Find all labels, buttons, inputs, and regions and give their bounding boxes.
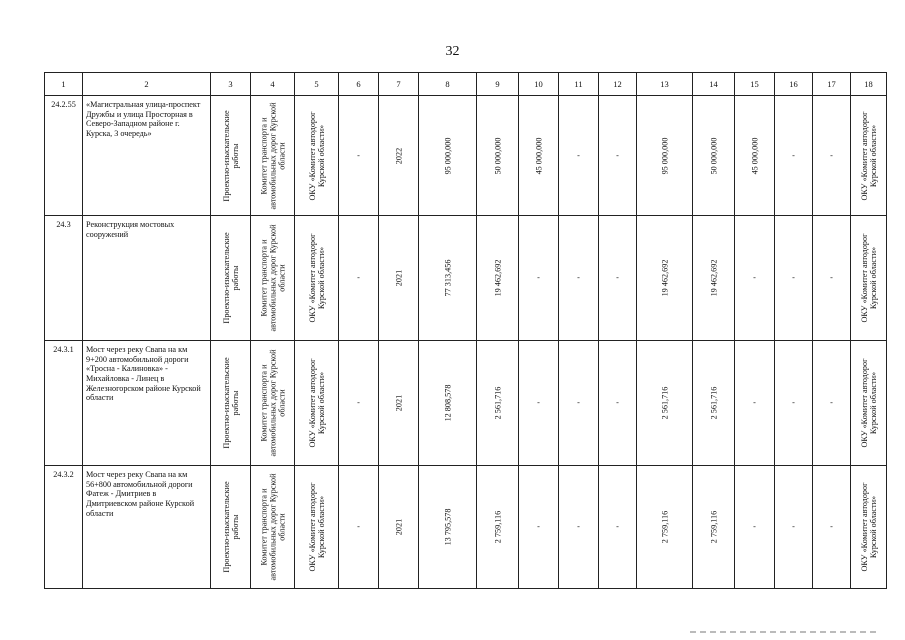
cell-customer <box>251 96 295 216</box>
cell-text: 2021 <box>393 518 403 536</box>
cell-c13 <box>637 96 693 216</box>
row-code: 24.2.55 <box>45 96 83 216</box>
cell-text: - <box>830 150 833 160</box>
cell-text: Проектно-изыскательские работы <box>221 481 240 573</box>
cell-c6 <box>339 96 379 216</box>
cell-c17 <box>813 216 851 341</box>
cell-text: - <box>792 522 795 532</box>
column-header: 17 <box>813 73 851 96</box>
cell-text: 50 000,000 <box>492 137 502 174</box>
cell-c16 <box>775 341 813 466</box>
cell-c16 <box>775 216 813 341</box>
cell-text: 2022 <box>393 147 403 164</box>
cell-text: Комитет транспорта и автомобильных дорог Курской области <box>258 102 287 209</box>
cell-text: - <box>753 398 756 408</box>
cell-c11 <box>559 216 599 341</box>
cell-c13 <box>637 466 693 589</box>
cell-responsible <box>851 216 887 341</box>
column-header: 18 <box>851 73 887 96</box>
row-name: «Магистральная улица-проспект Дружбы и улица Просторная в Северо-Западном районе г. Курска, 3 очередь» <box>83 96 211 216</box>
cell-text: ОКУ «Комитет автодорог Курской области» <box>859 358 878 448</box>
cell-responsible <box>851 96 887 216</box>
cell-text: 13 795,578 <box>442 508 452 546</box>
cell-executor <box>295 216 339 341</box>
column-header: 2 <box>83 73 211 96</box>
cell-c12 <box>599 216 637 341</box>
cell-text: 2 561,716 <box>708 386 718 420</box>
cell-text: 2021 <box>393 394 403 412</box>
cell-text: - <box>616 150 619 160</box>
cell-text: 2021 <box>393 269 403 287</box>
cell-text: ОКУ «Комитет автодорог Курской области» <box>859 233 878 323</box>
cell-text: 2 759,116 <box>659 510 669 544</box>
cell-text: ОКУ «Комитет автодорог Курской области» <box>307 111 326 200</box>
cell-c15 <box>735 96 775 216</box>
cell-c7 <box>379 341 419 466</box>
cell-text: - <box>577 150 580 160</box>
cell-text: 19 462,692 <box>708 259 718 297</box>
cell-text: - <box>830 398 833 408</box>
cell-c6 <box>339 466 379 589</box>
column-header: 3 <box>211 73 251 96</box>
cell-text: - <box>830 273 833 283</box>
cell-c15 <box>735 466 775 589</box>
column-header: 9 <box>477 73 519 96</box>
cell-text: - <box>753 273 756 283</box>
cell-c15 <box>735 341 775 466</box>
table-row <box>45 96 887 216</box>
cell-c12 <box>599 341 637 466</box>
table-row <box>45 341 887 466</box>
cell-text: Проектно-изыскательские работы <box>221 232 240 324</box>
cell-executor <box>295 96 339 216</box>
cell-text: ОКУ «Комитет автодорог Курской области» <box>307 358 326 448</box>
column-header: 13 <box>637 73 693 96</box>
cell-text: - <box>616 522 619 532</box>
cell-text: - <box>792 150 795 160</box>
cell-responsible <box>851 466 887 589</box>
cell-text: 2 759,116 <box>492 510 502 544</box>
cell-c11 <box>559 341 599 466</box>
page-number: 32 <box>445 44 460 59</box>
cell-c8 <box>419 341 477 466</box>
cell-customer <box>251 341 295 466</box>
cell-text: 50 000,000 <box>708 137 718 174</box>
cell-text: - <box>616 273 619 283</box>
cell-text: Комитет транспорта и автомобильных дорог Курской области <box>258 473 287 581</box>
cell-c17 <box>813 96 851 216</box>
cell-text: - <box>357 398 360 408</box>
program-table <box>44 72 887 589</box>
cell-text: 95 000,000 <box>659 137 669 174</box>
cell-c16 <box>775 466 813 589</box>
cell-text: - <box>537 273 540 283</box>
cell-c14 <box>693 96 735 216</box>
cell-c8 <box>419 216 477 341</box>
cell-c14 <box>693 341 735 466</box>
cell-c17 <box>813 466 851 589</box>
row-name: Мост через реку Свапа на км 56+800 автомобильной дороги Фатеж - Дмитриев в Дмитриевском районе Курской области <box>83 466 211 589</box>
cell-text: 45 000,000 <box>533 137 543 174</box>
cell-text: 2 561,716 <box>492 386 502 420</box>
column-header: 6 <box>339 73 379 96</box>
cell-c6 <box>339 341 379 466</box>
cell-text: - <box>753 522 756 532</box>
cell-text: ОКУ «Комитет автодорог Курской области» <box>859 111 878 200</box>
cell-text: Проектно-изыскательские работы <box>221 109 240 202</box>
column-header: 5 <box>295 73 339 96</box>
column-header: 15 <box>735 73 775 96</box>
column-header: 10 <box>519 73 559 96</box>
cell-c14 <box>693 216 735 341</box>
cell-text: - <box>537 522 540 532</box>
column-header: 4 <box>251 73 295 96</box>
cell-customer <box>251 466 295 589</box>
cell-c9 <box>477 341 519 466</box>
cell-text: Комитет транспорта и автомобильных дорог Курской области <box>258 224 287 332</box>
cell-responsible <box>851 341 887 466</box>
cell-text: - <box>537 398 540 408</box>
row-code: 24.3 <box>45 216 83 341</box>
cell-text: - <box>616 398 619 408</box>
cell-c13 <box>637 216 693 341</box>
cell-text: - <box>792 273 795 283</box>
cell-text: - <box>357 273 360 283</box>
column-header: 14 <box>693 73 735 96</box>
cell-text: ОКУ «Комитет автодорог Курской области» <box>859 482 878 572</box>
cell-c17 <box>813 341 851 466</box>
cell-text: - <box>357 150 360 160</box>
cell-c8 <box>419 96 477 216</box>
row-name: Реконструкция мостовых сооружений <box>83 216 211 341</box>
cell-text: - <box>792 398 795 408</box>
cell-customer <box>251 216 295 341</box>
cell-c7 <box>379 216 419 341</box>
cell-text: Комитет транспорта и автомобильных дорог Курской области <box>258 349 287 457</box>
cell-text: 95 000,000 <box>442 137 452 174</box>
cell-work-type <box>211 216 251 341</box>
cell-c10 <box>519 96 559 216</box>
cell-c12 <box>599 466 637 589</box>
cell-text: Проектно-изыскательские работы <box>221 357 240 449</box>
row-code: 24.3.2 <box>45 466 83 589</box>
cell-text: 2 561,716 <box>659 386 669 420</box>
cell-c10 <box>519 216 559 341</box>
cell-work-type <box>211 96 251 216</box>
cell-text: - <box>577 273 580 283</box>
cell-text: 19 462,692 <box>492 259 502 297</box>
scan-artifact <box>690 631 880 633</box>
cell-text: - <box>830 522 833 532</box>
cell-text: - <box>357 522 360 532</box>
cell-executor <box>295 341 339 466</box>
table-row <box>45 466 887 589</box>
cell-c10 <box>519 466 559 589</box>
column-header: 8 <box>419 73 477 96</box>
cell-c13 <box>637 341 693 466</box>
cell-text: 77 313,456 <box>442 259 452 297</box>
cell-work-type <box>211 341 251 466</box>
cell-text: - <box>577 398 580 408</box>
column-header: 7 <box>379 73 419 96</box>
cell-c7 <box>379 96 419 216</box>
column-header: 16 <box>775 73 813 96</box>
cell-c7 <box>379 466 419 589</box>
cell-c6 <box>339 216 379 341</box>
table-row <box>45 216 887 341</box>
column-header: 12 <box>599 73 637 96</box>
cell-text: ОКУ «Комитет автодорог Курской области» <box>307 482 326 572</box>
cell-text: 45 000,000 <box>749 137 759 174</box>
cell-executor <box>295 466 339 589</box>
cell-text: ОКУ «Комитет автодорог Курской области» <box>307 233 326 323</box>
column-header: 1 <box>45 73 83 96</box>
cell-text: 19 462,692 <box>659 259 669 297</box>
cell-c8 <box>419 466 477 589</box>
cell-c9 <box>477 466 519 589</box>
cell-c12 <box>599 96 637 216</box>
cell-c9 <box>477 96 519 216</box>
cell-c9 <box>477 216 519 341</box>
cell-c11 <box>559 96 599 216</box>
cell-work-type <box>211 466 251 589</box>
row-code: 24.3.1 <box>45 341 83 466</box>
column-header: 11 <box>559 73 599 96</box>
cell-c15 <box>735 216 775 341</box>
cell-text: - <box>577 522 580 532</box>
cell-c11 <box>559 466 599 589</box>
row-name: Мост через реку Свапа на км 9+200 автомобильной дороги «Тросна - Калиновка» - Михайловка - Линец в Железногорском районе Курской области <box>83 341 211 466</box>
cell-c10 <box>519 341 559 466</box>
cell-c16 <box>775 96 813 216</box>
cell-text: 2 759,116 <box>708 510 718 544</box>
column-number-row <box>45 73 887 96</box>
cell-text: 12 808,578 <box>442 384 452 422</box>
cell-c14 <box>693 466 735 589</box>
